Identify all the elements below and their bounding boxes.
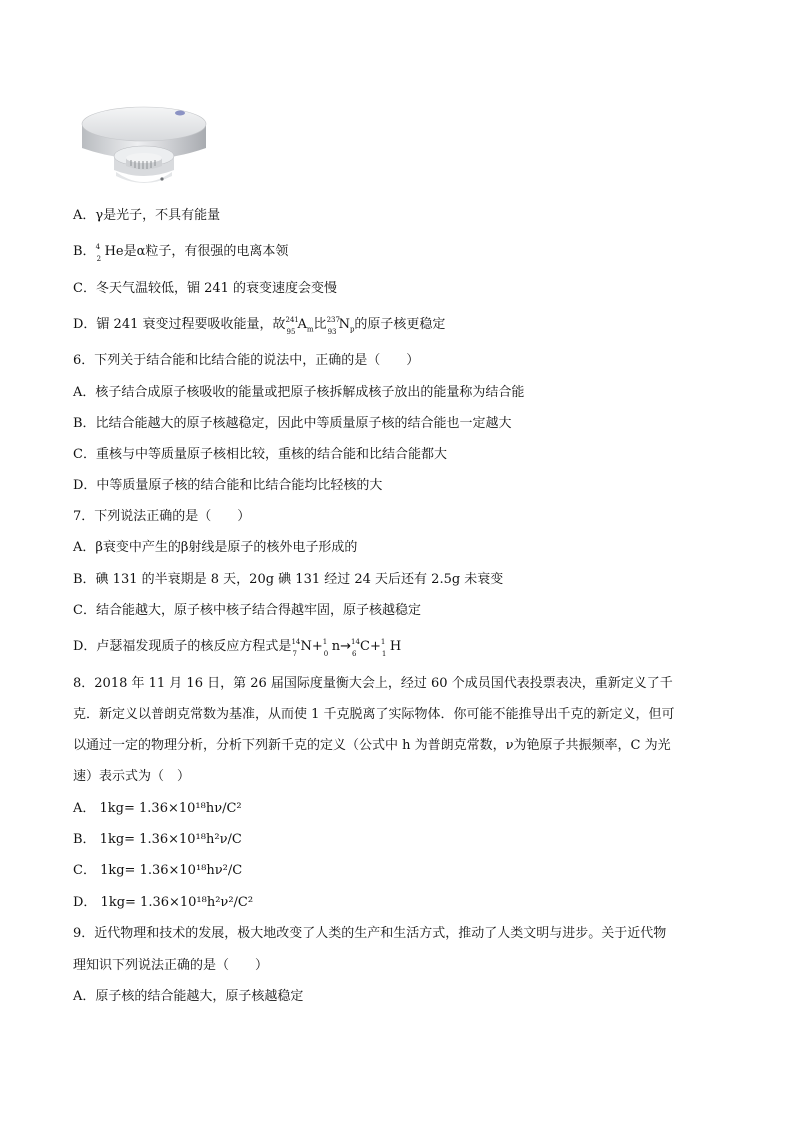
hydrogen-nuclide	[381, 638, 401, 656]
q5-option-c: C．冬天气温较低，镅 241 的衰变速度会变慢	[73, 281, 338, 296]
q8-stem-line-3: 以通过一定的物理分析，分析下列新千克的定义（公式中 h 为普朗克常数，ν为铯原子共振频率，C 为光	[73, 738, 671, 753]
q8-stem-line-4: 速）表示式为（ ）	[73, 769, 191, 784]
plus-sign: +	[369, 639, 381, 654]
nitrogen-nuclide	[291, 638, 311, 656]
q7-option-d	[73, 638, 401, 656]
q5-option-a: A．γ是光子，不具有能量	[73, 208, 221, 223]
plus-sign: +	[311, 639, 323, 654]
q9-stem-line-1: 9．近代物理和技术的发展，极大地改变了人类的生产和生活方式，推动了人类文明与进步。关于近代物	[73, 926, 667, 941]
nuclide-mass: 1	[380, 638, 386, 646]
q7-option-a: A．β衰变中产生的β射线是原子的核外电子形成的	[73, 540, 358, 555]
reaction-arrow-icon: →	[340, 639, 351, 654]
q6-option-c: C．重核与中等质量原子核相比较，重核的结合能和比结合能都大	[73, 447, 447, 462]
nuclide-symbol: A	[297, 317, 307, 332]
nuclide-symbol: He	[104, 244, 124, 259]
carbon-nuclide	[351, 638, 370, 656]
nuclide-mass: 237	[326, 316, 340, 324]
nuclide-symbol: N	[300, 639, 312, 654]
q5-option-d-pre: D．镅 241 衰变过程要吸收能量，故	[73, 317, 286, 332]
q5-option-b	[73, 243, 288, 261]
nuclide-symbol: C	[360, 639, 370, 654]
q8-option-d: D． 1kg= 1.36×10¹⁸h²ν²/C²	[73, 895, 254, 910]
nuclide-symbol: n	[331, 639, 341, 654]
nuclide-mass: 241	[285, 316, 299, 324]
q8-stem-line-1: 8．2018 年 11 月 16 日，第 26 届国际度量衡大会上，经过 60 个成员国代表投票表决，重新定义了千	[73, 676, 673, 691]
nuclide-symbol: N	[338, 317, 350, 332]
q7-option-c: C．结合能越大，原子核中核子结合得越牢固，原子核越稳定	[73, 603, 421, 618]
q6-option-a: A．核子结合成原子核吸收的能量或把原子核拆解成核子放出的能量称为结合能	[73, 385, 525, 400]
nuclide-charge: 6	[352, 650, 357, 658]
q5-option-b-label: B．	[73, 244, 96, 259]
nuclide-mass: 14	[351, 638, 360, 646]
q8-stem-line-2: 克．新定义以普朗克常数为基准，从而使 1 千克脱离了实际物体．你可能不能推导出千克的新定义，但可	[73, 707, 675, 722]
neutron-nuclide	[323, 638, 340, 656]
q7-stem: 7．下列说法正确的是（ ）	[73, 509, 251, 524]
helium-nuclide	[96, 243, 124, 261]
americium-nuclide	[286, 316, 314, 339]
nuclide-charge: 0	[323, 650, 329, 658]
q7-option-b: B．碘 131 的半衰期是 8 天，20g 碘 131 经过 24 天后还有 2.5g 未衰变	[73, 572, 504, 587]
nuclide-symbol-sub: m	[306, 325, 314, 334]
nuclide-charge: 95	[286, 328, 296, 336]
nuclide-mass: 1	[322, 638, 328, 646]
nuclide-mass: 4	[95, 243, 101, 251]
nuclide-charge: 7	[292, 650, 297, 658]
q5-option-b-text: 是α粒子，有很强的电离本领	[123, 244, 289, 259]
q6-stem: 6．下列关于结合能和比结合能的说法中，正确的是（ ）	[73, 353, 420, 368]
nuclide-charge: 2	[96, 255, 102, 263]
nuclide-symbol-sub: p	[349, 325, 355, 334]
q5-option-d-mid: 比	[313, 317, 327, 332]
nuclide-symbol: H	[389, 639, 402, 654]
q6-option-b: B．比结合能越大的原子核越稳定，因此中等质量原子核的结合能也一定越大	[73, 416, 512, 431]
q5-option-d-post: 的原子核更稳定	[354, 317, 446, 332]
q5-option-d	[73, 316, 445, 339]
q9-stem-line-2: 理知识下列说法正确的是（ ）	[73, 958, 269, 973]
q9-option-a: A．原子核的结合能越大，原子核越稳定	[73, 989, 304, 1004]
q8-option-a: A． 1kg= 1.36×10¹⁸hν/C²	[73, 801, 242, 816]
smoke-detector-image	[76, 100, 212, 192]
q6-option-d: D．中等质量原子核的结合能和比结合能均比轻核的大	[73, 478, 383, 493]
neptunium-nuclide	[327, 316, 355, 339]
nuclide-charge: 1	[381, 650, 387, 658]
q8-option-b: B． 1kg= 1.36×10¹⁸h²ν/C	[73, 832, 242, 847]
nuclide-charge: 93	[327, 328, 337, 336]
nuclide-mass: 14	[291, 638, 301, 646]
q8-option-c: C． 1kg= 1.36×10¹⁸hν²/C	[73, 863, 243, 878]
q7-option-d-pre: D．卢瑟福发现质子的核反应方程式是	[73, 639, 292, 654]
